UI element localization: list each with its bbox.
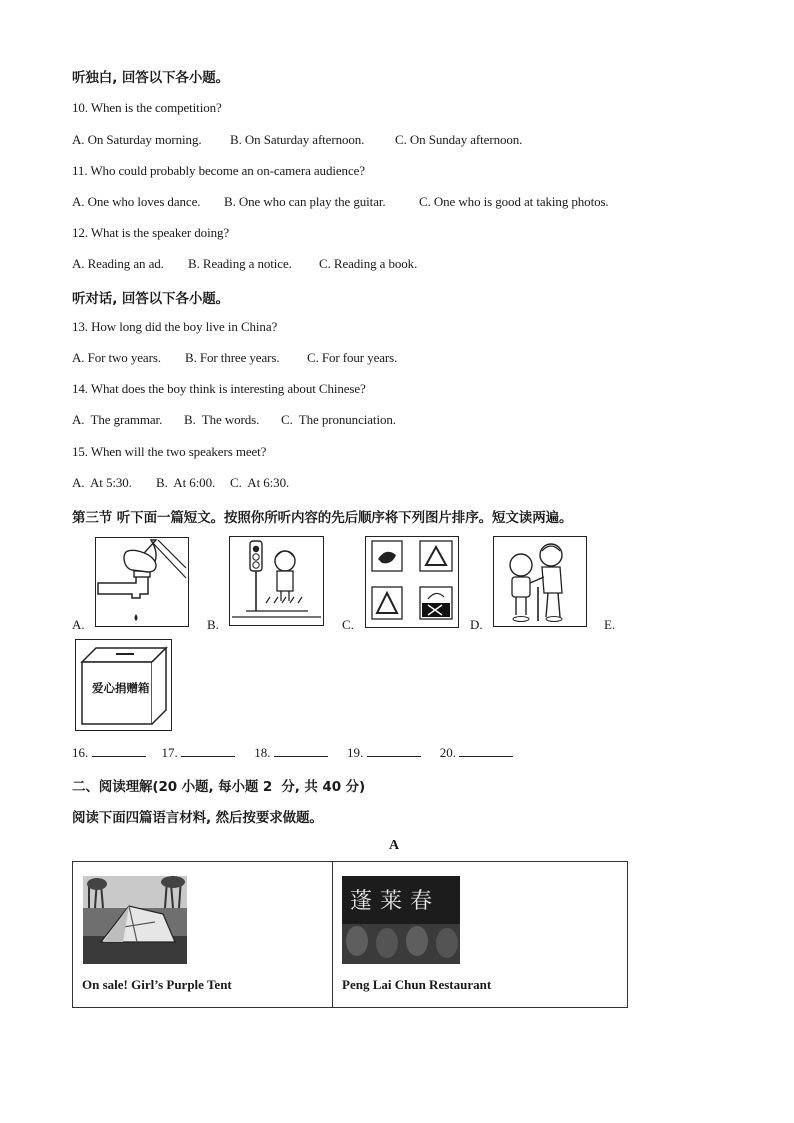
options-11	[72, 194, 609, 210]
option[interactable]: B. One who can play the guitar.	[224, 194, 386, 209]
picture-c-recycling-signs	[365, 536, 459, 628]
restaurant-photo	[342, 876, 460, 964]
option[interactable]: B. For three years.	[185, 350, 280, 365]
traffic-light-icon	[230, 537, 323, 625]
answer-blanks	[72, 744, 529, 761]
part-2-instructions: 阅读下面四篇语言材料, 然后按要求做题。	[72, 810, 323, 826]
option[interactable]: C. One who is good at taking photos.	[419, 194, 609, 209]
recycling-icon	[366, 537, 458, 627]
picture-label: E.	[604, 617, 616, 632]
blank-number: 16.	[72, 745, 89, 760]
ad-cell-restaurant	[333, 862, 628, 1008]
blank-number: 19.	[347, 745, 364, 760]
option[interactable]: B. On Saturday afternoon.	[230, 132, 365, 147]
picture-label: B.	[207, 617, 219, 632]
options-10	[72, 132, 522, 148]
question-10: 10. When is the competition?	[72, 100, 222, 115]
ads-table	[72, 861, 628, 1008]
option[interactable]: B. At 6:00.	[156, 475, 216, 490]
question-14: 14. What does the boy think is interesting about Chinese?	[72, 381, 366, 396]
question-13: 13. How long did the boy live in China?	[72, 319, 278, 334]
answer-blank[interactable]	[92, 744, 146, 757]
option[interactable]: A. The grammar.	[72, 412, 163, 427]
option[interactable]: B. The words.	[184, 412, 260, 427]
people-icon	[494, 537, 586, 626]
picture-a-tap	[95, 537, 189, 627]
option[interactable]: C. For four years.	[307, 350, 398, 365]
section-dialogue-heading: 听对话, 回答以下各小题。	[72, 291, 230, 307]
question-11: 11. Who could probably become an on-camera audience?	[72, 163, 365, 178]
options-12	[72, 256, 417, 272]
options-14	[72, 412, 396, 428]
tent-caption: On sale! Girl’s Purple Tent	[82, 977, 232, 992]
tap-icon	[96, 538, 188, 626]
option[interactable]: A. On Saturday morning.	[72, 132, 202, 147]
answer-blank[interactable]	[459, 744, 513, 757]
option[interactable]: A. For two years.	[72, 350, 161, 365]
tent-photo	[83, 876, 187, 964]
question-15: 15. When will the two speakers meet?	[72, 444, 267, 459]
passage-label: A	[389, 838, 400, 853]
question-12: 12. What is the speaker doing?	[72, 225, 230, 240]
picture-label: A.	[72, 617, 85, 632]
restaurant-caption: Peng Lai Chun Restaurant	[342, 977, 492, 992]
option[interactable]: C. Reading a book.	[319, 256, 418, 271]
donation-box-label: 爱心捐赠箱	[92, 681, 150, 695]
options-15	[72, 475, 289, 491]
blank-number: 17.	[161, 745, 178, 760]
blank-number: 18.	[254, 745, 271, 760]
option[interactable]: B. Reading a notice.	[188, 256, 292, 271]
picture-label: C.	[342, 617, 354, 632]
picture-d-helping-elderly	[493, 536, 587, 627]
picture-e-donation-box	[75, 639, 172, 731]
option[interactable]: C. On Sunday afternoon.	[395, 132, 523, 147]
option[interactable]: C. The pronunciation.	[281, 412, 396, 427]
answer-blank[interactable]	[274, 744, 328, 757]
part-2-title: 二、阅读理解(20 小题, 每小题 2 分, 共 40 分)	[72, 779, 366, 795]
option[interactable]: C. At 6:30.	[230, 475, 290, 490]
picture-b-traffic-light	[229, 536, 324, 626]
option[interactable]: A. Reading an ad.	[72, 256, 164, 271]
options-13	[72, 350, 397, 366]
restaurant-sign: 蓬莱春	[350, 889, 441, 914]
answer-blank[interactable]	[181, 744, 235, 757]
blank-number: 20.	[439, 745, 456, 760]
option[interactable]: A. At 5:30.	[72, 475, 132, 490]
ad-cell-tent	[73, 862, 333, 1008]
section-3-heading: 第三节 听下面一篇短文。按照你所听内容的先后顺序将下列图片排序。短文读两遍。	[72, 510, 573, 526]
option[interactable]: A. One who loves dance.	[72, 194, 201, 209]
section-monologue-heading: 听独白, 回答以下各小题。	[72, 70, 230, 86]
answer-blank[interactable]	[367, 744, 421, 757]
picture-label: D.	[470, 617, 483, 632]
